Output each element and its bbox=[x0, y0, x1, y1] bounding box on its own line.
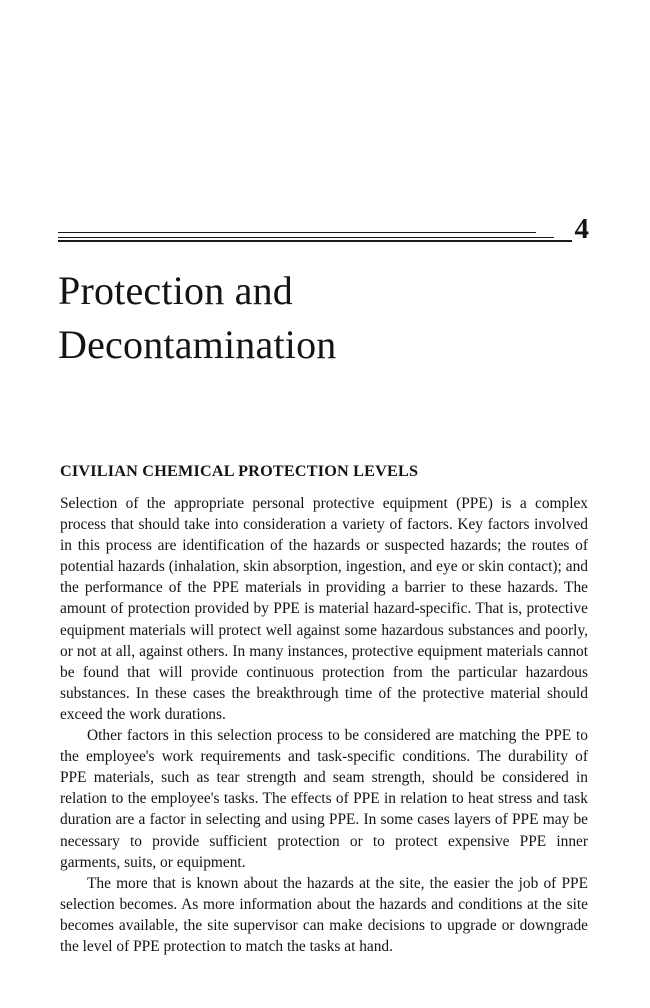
header-rule-bottom bbox=[58, 240, 572, 242]
header-rule-middle bbox=[58, 237, 554, 238]
body-text bbox=[60, 493, 588, 957]
chapter-title-line-1: Protection and bbox=[58, 268, 293, 313]
chapter-title-line-2: Decontamination bbox=[58, 322, 337, 367]
paragraph-1: Selection of the appropriate personal protective equipment (PPE) is a complex process that should take into consideration a variety of factors. Key factors involved in this process are identification of the hazards or suspected hazards; the routes of potential hazards (inhalation, skin absorption, ingestion, and eye or skin contact); and the performance of the PPE materials in providing a barrier to these hazards. The amount of protection provided by PPE is material hazard-specific. That is, protective equipment materials will protect well against some hazardous substances and poorly, or not at all, against others. In many instances, protective equipment materials cannot be found that will provide continuous protection from the particular hazardous substances. In these cases the breakthrough time of the protective material should exceed the work durations. bbox=[60, 495, 588, 723]
paragraph-3: The more that is known about the hazards at the site, the easier the job of PPE selection becomes. As more information about the hazards and conditions at the site becomes available, the site supervisor can make decisions to upgrade or downgrade the level of PPE protection to match the tasks at hand. bbox=[60, 874, 588, 955]
section-heading: CIVILIAN CHEMICAL PROTECTION LEVELS bbox=[60, 462, 419, 480]
chapter-header-rules bbox=[58, 213, 591, 246]
paragraph-2: Other factors in this selection process to be considered are matching the PPE to the employee's work requirements and task-specific conditions. The durability of PPE materials, such as tear strength and seam strength, should be considered in relation to the employee's tasks. The effects of PPE in relation to heat stress and task duration are a factor in selecting and using PPE. In some cases layers of PPE may be necessary to provide sufficient protection or to protect expensive PPE inner garments, suits, or equipment. bbox=[60, 727, 588, 871]
chapter-title bbox=[58, 264, 598, 372]
chapter-number: 4 bbox=[574, 213, 589, 245]
header-rule-top bbox=[58, 232, 536, 233]
